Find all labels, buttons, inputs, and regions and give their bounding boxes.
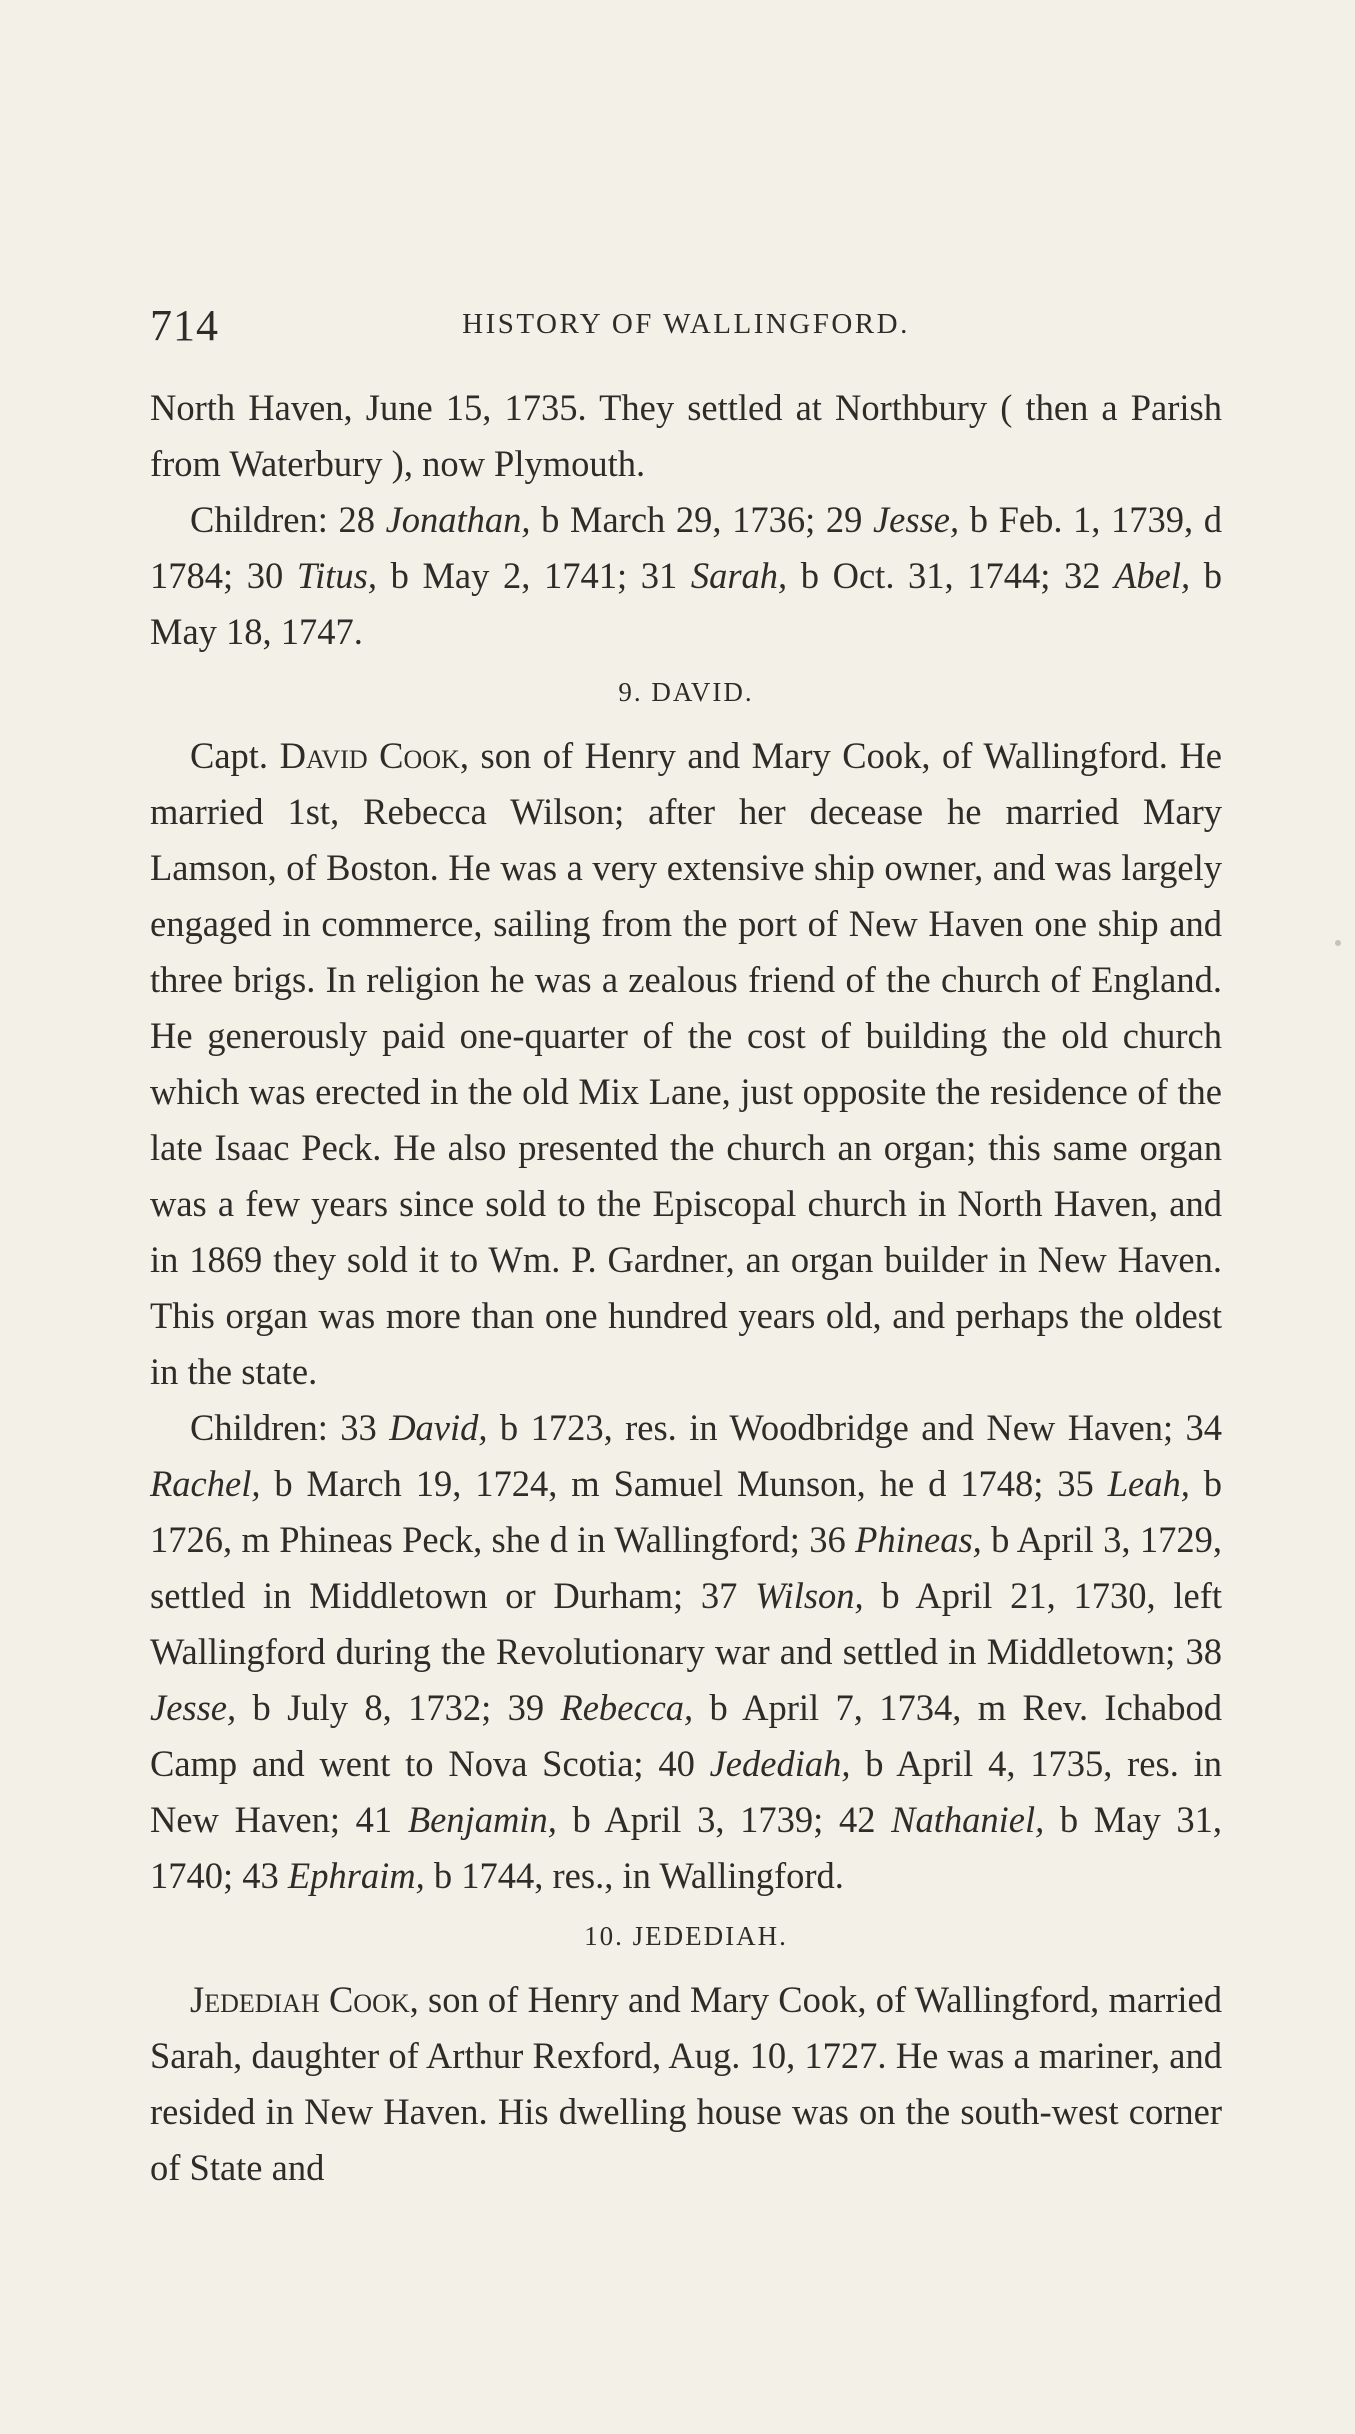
child-name: Jesse,	[872, 499, 960, 540]
text-run: b May 2, 1741; 31	[377, 555, 691, 596]
paragraph-children-list-1	[150, 492, 1222, 660]
page-body	[150, 380, 1222, 2196]
text-run: son of Henry and Mary Cook, of Wallingford, married Sarah, daughter of Arthur Rexford, Aug. 10, 1727. He was a mariner, and resided in New Haven. His dwelling house was on the south-west corner of State and	[150, 1979, 1222, 2188]
child-name: Jesse,	[150, 1687, 237, 1728]
child-name: Leah,	[1107, 1463, 1190, 1504]
person-name-small-caps: Jedediah Cook,	[190, 1979, 419, 2020]
child-name: Jedediah,	[709, 1743, 851, 1784]
child-name: Wilson,	[755, 1575, 864, 1616]
text-run: b 1723, res. in Woodbridge and New Haven; 34	[487, 1407, 1222, 1448]
text-run: b April 3, 1729, settled in Middletown or Durham; 37	[150, 1519, 1222, 1616]
text-run: b May 18, 1747.	[150, 555, 1222, 652]
section-heading-david: 9. DAVID.	[618, 677, 754, 707]
paragraph-children-list-2	[150, 1400, 1222, 1904]
text-run: son of Henry and Mary Cook, of Wallingford. He married 1st, Rebecca Wilson; after her decease he married Mary Lamson, of Boston. He was a very extensive ship owner, and was largely engaged in commerce, sailing from the port of New Haven one ship and three brigs. In religion he was a zealous friend of the church of England. He generously paid one-quarter of the cost of building the old church which was erected in the old Mix Lane, just opposite the residence of the late Isaac Peck. He also presented the church an organ; this same organ was a few years since sold to the Episcopal church in North Haven, and in 1869 they sold it to Wm. P. Gardner, an organ builder in New Haven. This organ was more than one hundred years old, and perhaps the oldest in the state.	[150, 735, 1223, 1392]
paragraph-jedediah-cook	[150, 1972, 1222, 2196]
child-name: Phineas,	[855, 1519, 982, 1560]
text-run: Capt.	[190, 735, 280, 776]
text-run: b Feb. 1, 1739, d 1784; 30	[150, 499, 1223, 596]
text-run: b April 4, 1735, res. in New Haven; 41	[150, 1743, 1223, 1840]
section-heading-jedediah: 10. JEDEDIAH.	[584, 1921, 788, 1951]
text-run: b March 19, 1724, m Samuel Munson, he d 1748; 35	[260, 1463, 1108, 1504]
child-name: Rebecca,	[560, 1687, 694, 1728]
text-run: b 1726, m Phineas Peck, she d in Wallingford; 36	[150, 1463, 1222, 1560]
child-name: Benjamin,	[407, 1799, 557, 1840]
person-name-small-caps: David Cook,	[279, 735, 469, 776]
page-number: 714	[150, 301, 219, 350]
text-run: b May 31, 1740; 43	[150, 1799, 1222, 1896]
text-run: b April 21, 1730, left Wallingford during the Revolutionary war and settled in Middletown; 38	[150, 1575, 1222, 1672]
paper-speck	[1335, 940, 1341, 946]
text-run: Children: 28	[190, 499, 386, 540]
text-run: b July 8, 1732; 39	[236, 1687, 561, 1728]
child-name: Titus,	[296, 555, 378, 596]
text-run: Children: 33	[190, 1407, 390, 1448]
text-run: b April 3, 1739; 42	[556, 1799, 892, 1840]
child-name: Sarah,	[690, 555, 788, 596]
child-name: Jonathan,	[385, 499, 531, 540]
paragraph-david-cook	[150, 728, 1222, 1400]
text-run: b April 7, 1734, m Rev. Ichabod Camp and went to Nova Scotia; 40	[150, 1687, 1222, 1784]
child-name: Nathaniel,	[891, 1799, 1045, 1840]
running-title: HISTORY OF WALLINGFORD.	[462, 308, 910, 340]
child-name: David,	[389, 1407, 488, 1448]
child-name: Rachel,	[150, 1463, 261, 1504]
child-name: Ephraim,	[287, 1855, 425, 1896]
text-run: b March 29, 1736; 29	[530, 499, 873, 540]
text-run: b Oct. 31, 1744; 32	[787, 555, 1115, 596]
text-run: b 1744, res., in Wallingford.	[424, 1855, 844, 1896]
child-name: Abel,	[1114, 555, 1191, 596]
paragraph-continuation: North Haven, June 15, 1735. They settled at Northbury ( then a Parish from Waterbury ), now Plymouth.	[150, 387, 1222, 484]
page-header	[150, 300, 1222, 360]
